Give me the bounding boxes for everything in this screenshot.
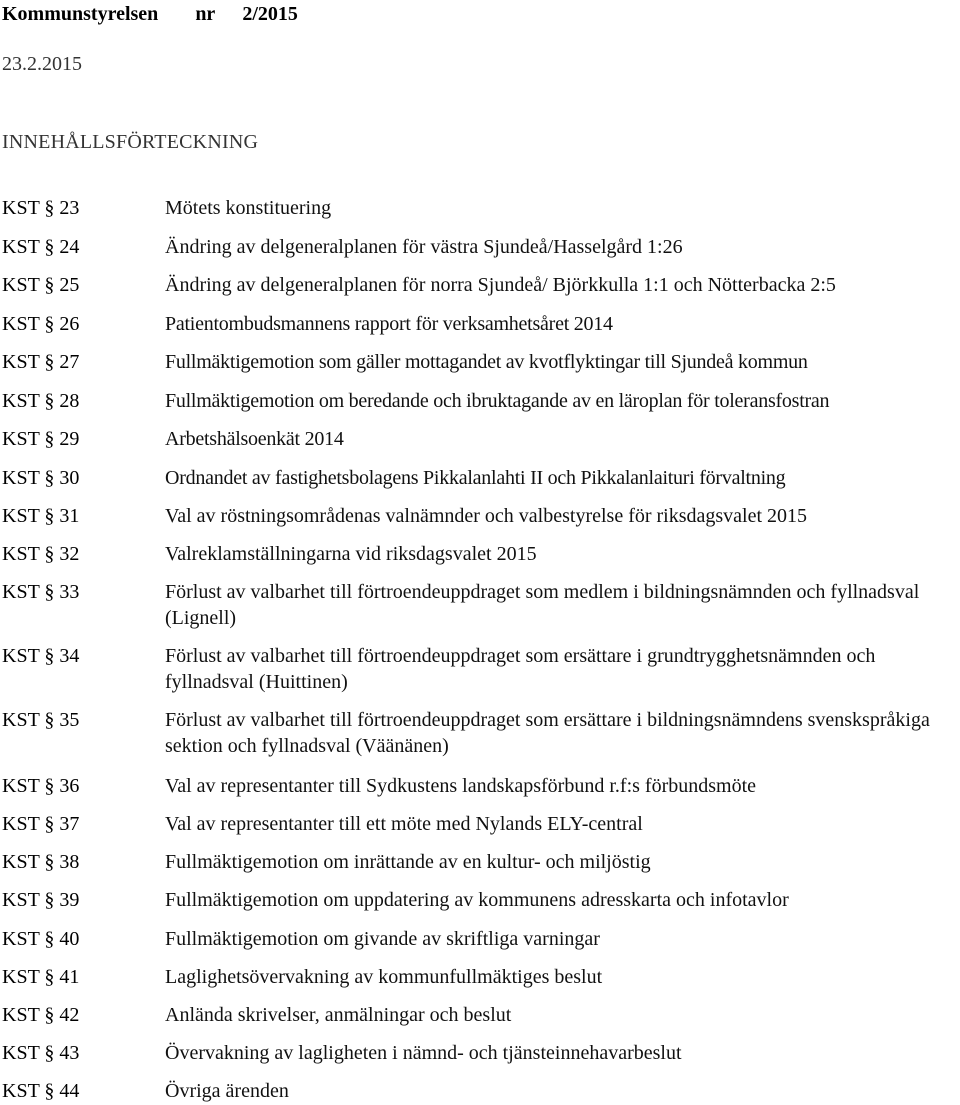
meeting-date: 23.2.2015: [2, 53, 82, 75]
section-code: KST § 37: [2, 813, 80, 835]
section-title: Fullmäktigemotion om inrättande av en kultur- och miljöstig: [165, 851, 651, 873]
section-title: Ordnandet av fastighetsbolagens Pikkalanlahti II och Pikkalanlaituri förvaltning: [165, 467, 786, 489]
section-code: KST § 34: [2, 645, 80, 667]
section-code: KST § 23: [2, 197, 80, 219]
section-code: KST § 40: [2, 928, 80, 950]
section-title: Mötets konstituering: [165, 197, 332, 219]
section-title: Ändring av delgeneralplanen för västra Sjundeå/Hasselgård 1:26: [165, 236, 683, 258]
section-code: KST § 43: [2, 1042, 80, 1064]
section-title: Val av representanter till ett möte med Nylands ELY-central: [165, 813, 643, 835]
organ-name: Kommunstyrelsen: [2, 3, 159, 25]
section-code: KST § 44: [2, 1080, 80, 1102]
section-title: Valreklamställningarna vid riksdagsvalet 2015: [165, 543, 537, 565]
section-title: Anlända skrivelser, anmälningar och beslut: [165, 1004, 512, 1026]
section-title: Val av representanter till Sydkustens landskapsförbund r.f:s förbundsmöte: [165, 775, 756, 797]
section-title: Förlust av valbarhet till förtroendeuppdraget som medlem i bildningsnämnden och fyllnadsval (Lignell): [165, 581, 920, 629]
section-title: Övriga ärenden: [165, 1080, 289, 1102]
section-code: KST § 39: [2, 889, 80, 911]
section-title: Laglighetsövervakning av kommunfullmäktiges beslut: [165, 966, 603, 988]
section-code: KST § 31: [2, 505, 80, 527]
section-code: KST § 27: [2, 351, 80, 373]
section-code: KST § 24: [2, 236, 80, 258]
section-title: Övervakning av lagligheten i nämnd- och tjänsteinnehavarbeslut: [165, 1042, 682, 1064]
document-header: [2, 3, 298, 26]
toc-title: INNEHÅLLSFÖRTECKNING: [2, 131, 259, 153]
section-code: KST § 25: [2, 274, 80, 296]
section-code: KST § 26: [2, 313, 80, 335]
section-code: KST § 33: [2, 581, 80, 603]
section-title: Förlust av valbarhet till förtroendeuppdraget som ersättare i grundtrygghetsnämnden och fyllnadsval (Huittinen): [165, 645, 876, 693]
section-title: Val av röstningsområdenas valnämnder och valbestyrelse för riksdagsvalet 2015: [165, 505, 808, 527]
section-title: Fullmäktigemotion om uppdatering av kommunens adresskarta och infotavlor: [165, 889, 789, 911]
section-title: Fullmäktigemotion om givande av skriftliga varningar: [165, 928, 600, 950]
section-code: KST § 36: [2, 775, 80, 797]
section-code: KST § 29: [2, 428, 80, 450]
section-code: KST § 30: [2, 467, 80, 489]
number-label: nr: [195, 3, 216, 25]
section-title: Förlust av valbarhet till förtroendeuppdraget som ersättare i bildningsnämndens svenskspråkiga sektion och fyllnadsval (Väänänen): [165, 709, 930, 757]
section-code: KST § 42: [2, 1004, 80, 1026]
section-code: KST § 28: [2, 390, 80, 412]
section-title: Fullmäktigemotion som gäller mottagandet av kvotflyktingar till Sjundeå kommun: [165, 351, 808, 373]
section-code: KST § 41: [2, 966, 80, 988]
section-title: Fullmäktigemotion om beredande och ibruktagande av en läroplan för toleransfostran: [165, 390, 830, 412]
section-title: Patientombudsmannens rapport för verksamhetsåret 2014: [165, 313, 613, 335]
section-title: Ändring av delgeneralplanen för norra Sjundeå/ Björkkulla 1:1 och Nötterbacka 2:5: [165, 274, 836, 296]
section-code: KST § 38: [2, 851, 80, 873]
meeting-number: 2/2015: [242, 3, 298, 25]
section-code: KST § 35: [2, 709, 80, 731]
section-code: KST § 32: [2, 543, 80, 565]
section-title: Arbetshälsoenkät 2014: [165, 428, 344, 450]
